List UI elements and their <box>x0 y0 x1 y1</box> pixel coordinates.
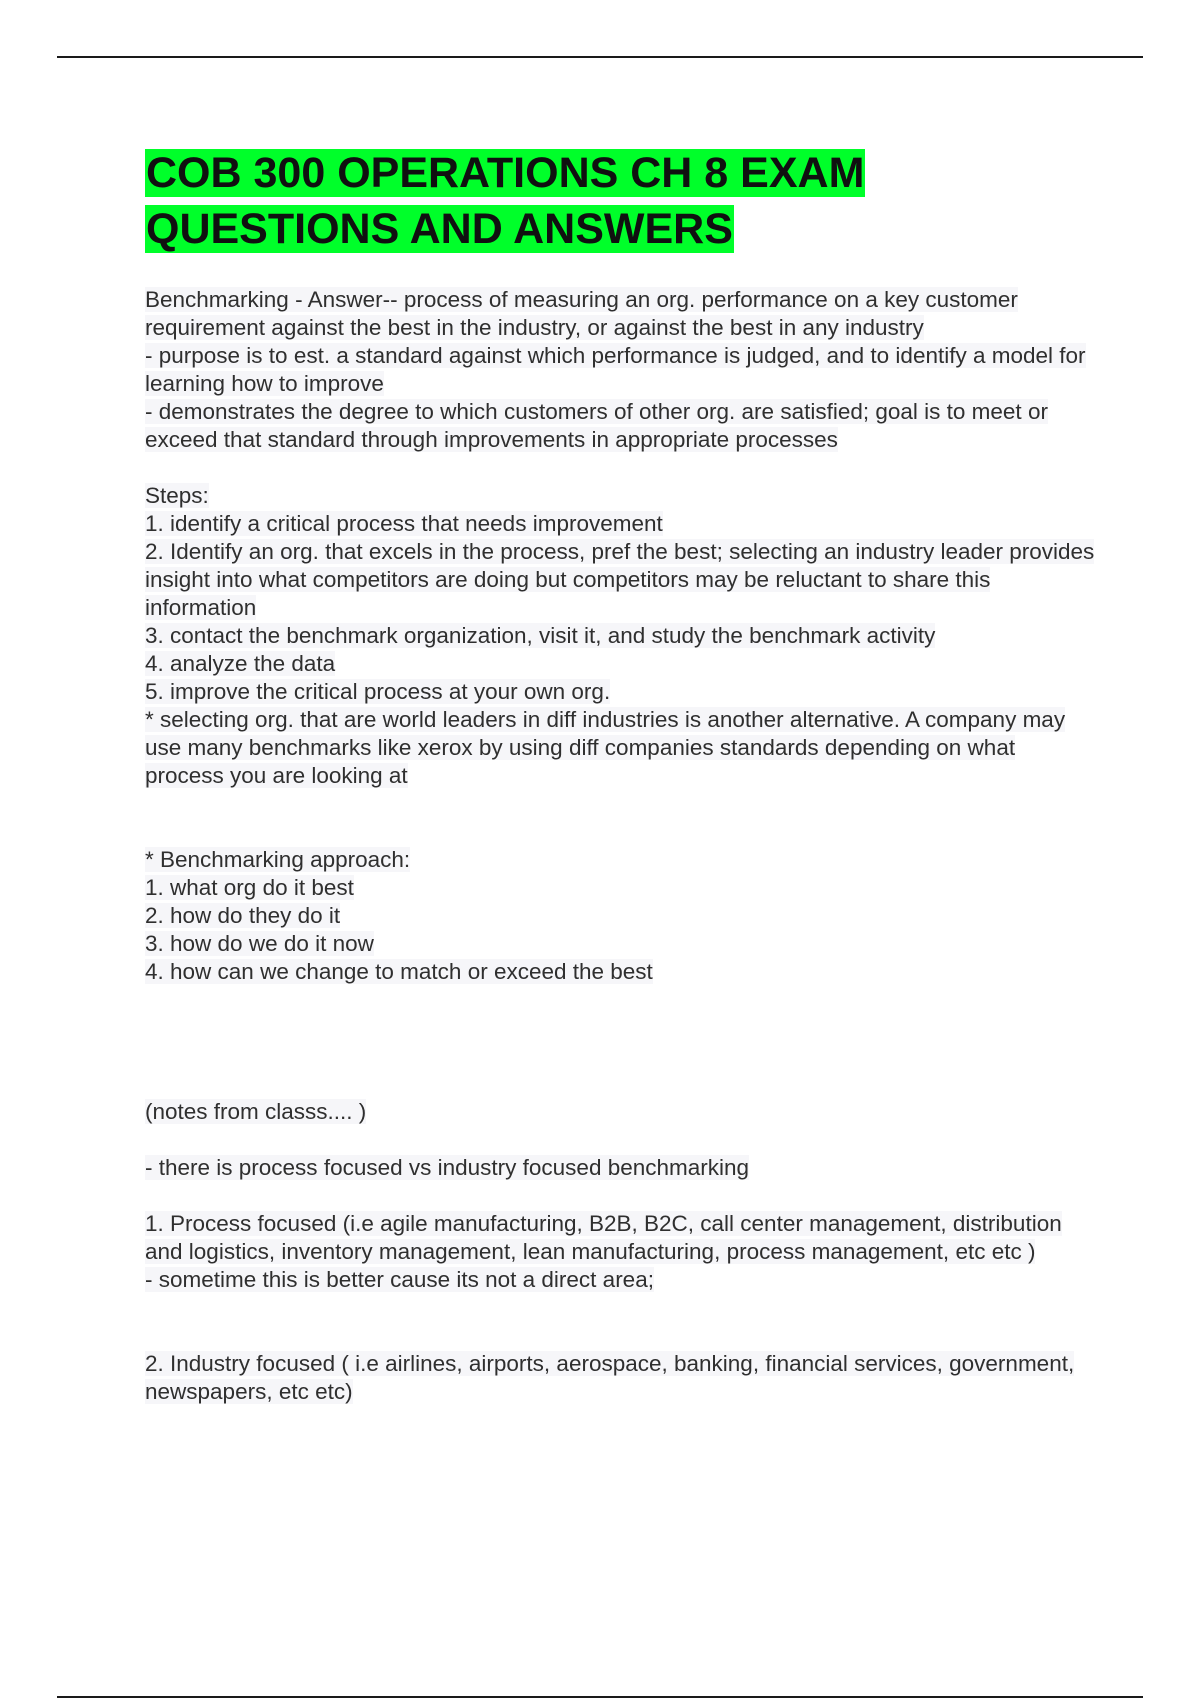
answer-text <box>145 286 1095 1406</box>
list-item: 4. analyze the data <box>145 651 336 676</box>
spacer <box>145 1126 1095 1154</box>
paragraph-definition: Benchmarking - Answer-- process of measuring an org. performance on a key customer requirement against the best in the industry, or against the best in any industry <box>145 287 1018 340</box>
list-item: 3. contact the benchmark organization, visit it, and study the benchmark activity <box>145 623 936 648</box>
list-item: 1. what org do it best <box>145 875 354 900</box>
note-paragraph: - there is process focused vs industry focused benchmarking <box>145 1155 750 1180</box>
spacer <box>145 1294 1095 1350</box>
document-body <box>145 145 1095 1406</box>
paragraph-purpose: - purpose is to est. a standard against which performance is judged, and to identify a model for learning how to improve <box>145 343 1086 396</box>
steps-heading: Steps: <box>145 483 209 508</box>
spacer <box>145 454 1095 482</box>
list-item: 5. improve the critical process at your own org. <box>145 679 611 704</box>
list-item: 2. Identify an org. that excels in the process, pref the best; selecting an industry leader provides insight into what competitors are doing but competitors may be reluctant to share this information <box>145 539 1095 620</box>
note-paragraph: * selecting org. that are world leaders in diff industries is another alternative. A company may use many benchmarks like xerox by using diff companies standards depending on what process you are looking at <box>145 707 1066 788</box>
spacer <box>145 1182 1095 1210</box>
list-item: 2. Industry focused ( i.e airlines, airports, aerospace, banking, financial services, government, newspapers, etc etc) <box>145 1351 1075 1404</box>
approach-heading: * Benchmarking approach: <box>145 847 411 872</box>
list-item: 1. identify a critical process that needs improvement <box>145 511 663 536</box>
class-notes-heading: (notes from classs.... ) <box>145 1099 367 1124</box>
title-text: COB 300 OPERATIONS CH 8 EXAM QUESTIONS AND ANSWERS <box>146 149 865 253</box>
header-rule <box>57 56 1143 58</box>
paragraph-demonstrates: - demonstrates the degree to which customers of other org. are satisfied; goal is to meet or exceed that standard through improvements in appropriate processes <box>145 399 1048 452</box>
page-title <box>145 145 1095 257</box>
footer-rule <box>57 1696 1143 1698</box>
list-item: 4. how can we change to match or exceed the best <box>145 959 653 984</box>
spacer <box>145 986 1095 1098</box>
list-item: 1. Process focused (i.e agile manufacturing, B2B, B2C, call center management, distribution and logistics, inventory management, lean manufacturing, process management, etc etc ) <box>145 1211 1062 1264</box>
spacer <box>145 790 1095 846</box>
list-item: 3. how do we do it now <box>145 931 374 956</box>
list-item: 2. how do they do it <box>145 903 341 928</box>
note-paragraph: - sometime this is better cause its not a direct area; <box>145 1267 654 1292</box>
